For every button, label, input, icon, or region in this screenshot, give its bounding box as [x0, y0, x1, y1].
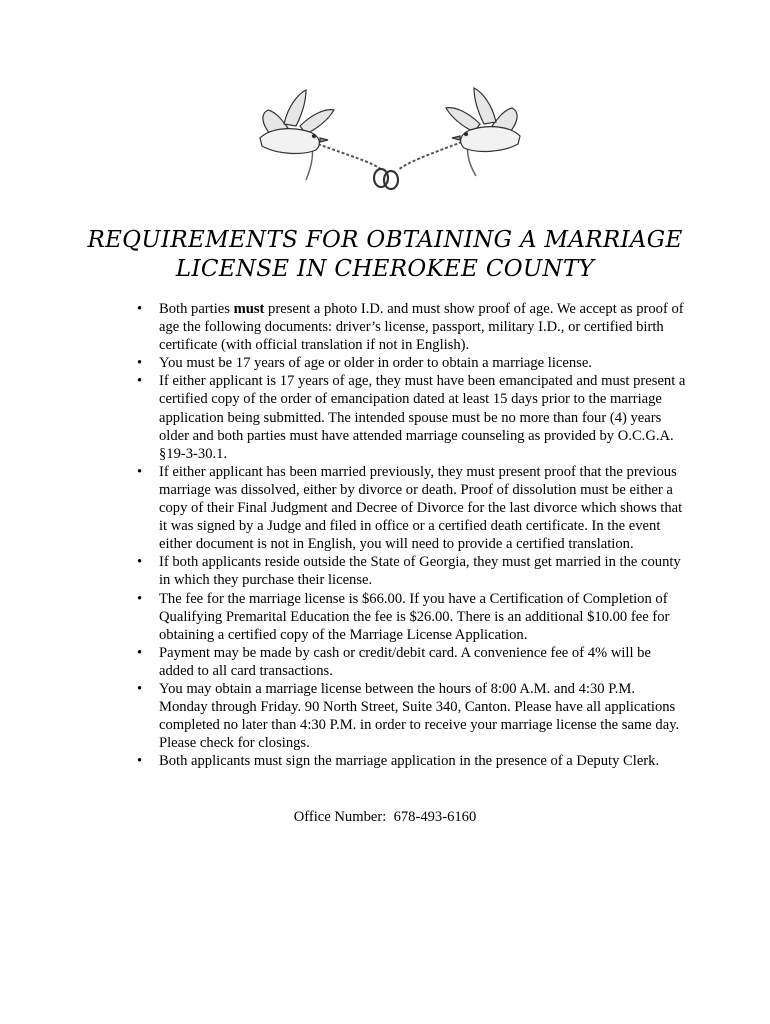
list-item: • The fee for the marriage license is $66.00. If you have a Certification of Completion of Qualifying Premarital Education the fee is $26.00. There is an additional $10.00 fee for obtaining a certified copy of the Marriage License Application. — [159, 590, 687, 644]
page-title — [60, 226, 710, 284]
list-item: • You may obtain a marriage license between the hours of 8:00 A.M. and 4:30 P.M. Monday through Friday. 90 North Street, Suite 340, Canton. Please have all applications completed no later than 4:30 P.M. in order to receive your marriage license the same day. Please check for closings. — [159, 680, 687, 752]
page-title-line-1: REQUIREMENTS FOR OBTAINING A MARRIAGE — [87, 227, 683, 253]
list-item: • If either applicant has been married previously, they must present proof that the previous marriage was dissolved, either by divorce or death. Proof of dissolution must be either a copy of their Final Judgment and Decree of Divorce for the last divorce which shows that it was signed by a Judge and filed in office or a certified death certificate. In the event either document is not in English, you will need to provide a certified translation. — [159, 463, 687, 553]
list-item: • If either applicant is 17 years of age, they must have been emancipated and must present a certified copy of the order of emancipation dated at least 15 days prior to the marriage application being submitted. The intended spouse must be no more than four (4) years older and both parties must have attended marriage counseling as provided by O.C.G.A. §19-3-30.1. — [159, 372, 687, 462]
list-item: • Payment may be made by cash or credit/debit card. A convenience fee of 4% will be added to all card transactions. — [159, 644, 687, 680]
emphasis-must: must — [233, 301, 265, 317]
list-item: • If both applicants reside outside the State of Georgia, they must get married in the county in which they purchase their license. — [159, 553, 687, 589]
office-number — [200, 808, 570, 826]
list-item-text-start: Both parties — [159, 301, 234, 317]
list-item — [159, 300, 687, 354]
page-title-line-2: LICENSE IN CHEROKEE COUNTY — [175, 256, 595, 282]
list-item-text-end: present a photo I.D. and must show proof of age. We accept as proof of age the following documents: driver’s license, passport, military I.D., or certified birth certificate (with official translation if not in English). — [159, 301, 684, 354]
list-item: • You must be 17 years of age or older in order to obtain a marriage license. — [159, 354, 687, 372]
office-number-label: Office Number: — [293, 809, 387, 825]
requirements-list — [159, 300, 687, 770]
doves-with-rings-icon — [240, 84, 540, 196]
list-item: • Both applicants must sign the marriage application in the presence of a Deputy Clerk. — [159, 752, 687, 770]
office-number-value: 678-493-6160 — [393, 809, 477, 825]
